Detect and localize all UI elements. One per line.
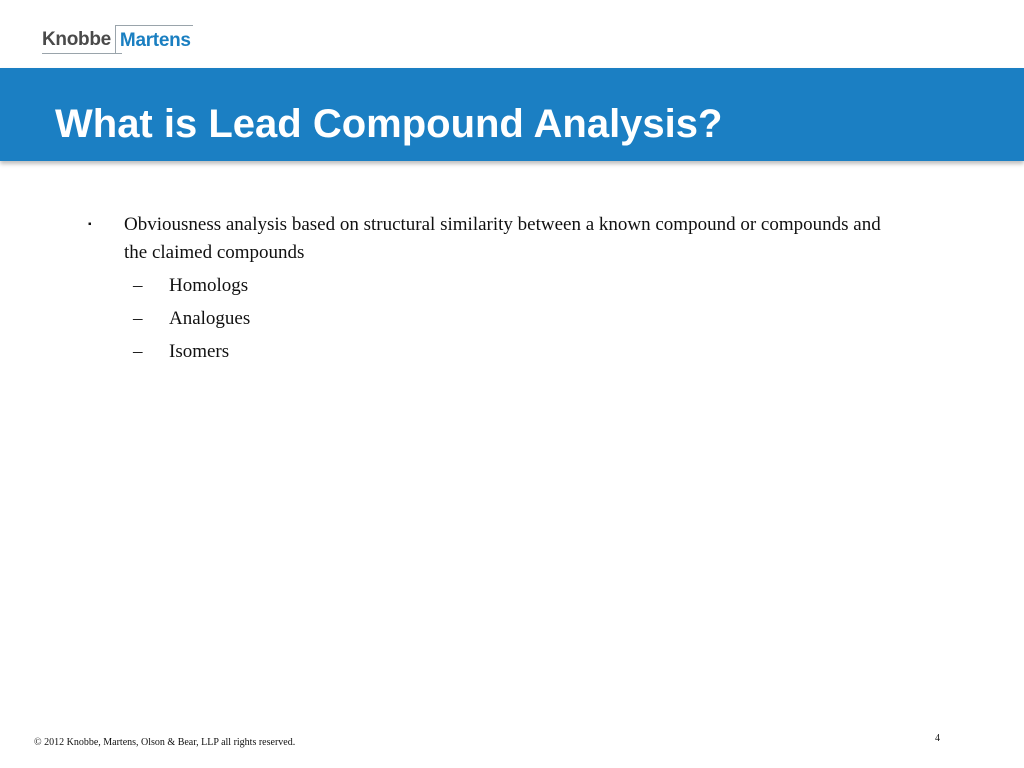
slide-title: What is Lead Compound Analysis?	[55, 102, 723, 146]
dash-bullet-icon: –	[133, 308, 143, 329]
sub-bullet-text-analogues: Analogues	[169, 308, 251, 329]
footer-copyright: © 2012 Knobbe, Martens, Olson & Bear, LLP all rights reserved.	[34, 737, 296, 748]
sub-bullet-text-isomers: Isomers	[169, 341, 230, 362]
dash-bullet-icon: –	[133, 275, 143, 296]
bullet-item	[88, 211, 908, 267]
sub-bullet-item	[88, 338, 908, 366]
square-bullet-icon: ▪	[88, 219, 92, 230]
page-number: 4	[935, 733, 940, 744]
logo-text-knobbe: Knobbe	[42, 29, 111, 50]
logo-text-martens: Martens	[115, 25, 193, 53]
sub-bullet-list	[88, 272, 908, 366]
sub-bullet-item	[88, 305, 908, 333]
title-band	[0, 68, 1024, 161]
slide-content	[88, 211, 908, 371]
knobbe-martens-logo	[42, 25, 193, 53]
sub-bullet-text-homologs: Homologs	[169, 275, 249, 296]
bullet-text: Obviousness analysis based on structural similarity between a known compound or compounds and the claimed compounds	[124, 214, 881, 263]
sub-bullet-item	[88, 272, 908, 300]
dash-bullet-icon: –	[133, 341, 143, 362]
logo-underline	[42, 53, 122, 54]
